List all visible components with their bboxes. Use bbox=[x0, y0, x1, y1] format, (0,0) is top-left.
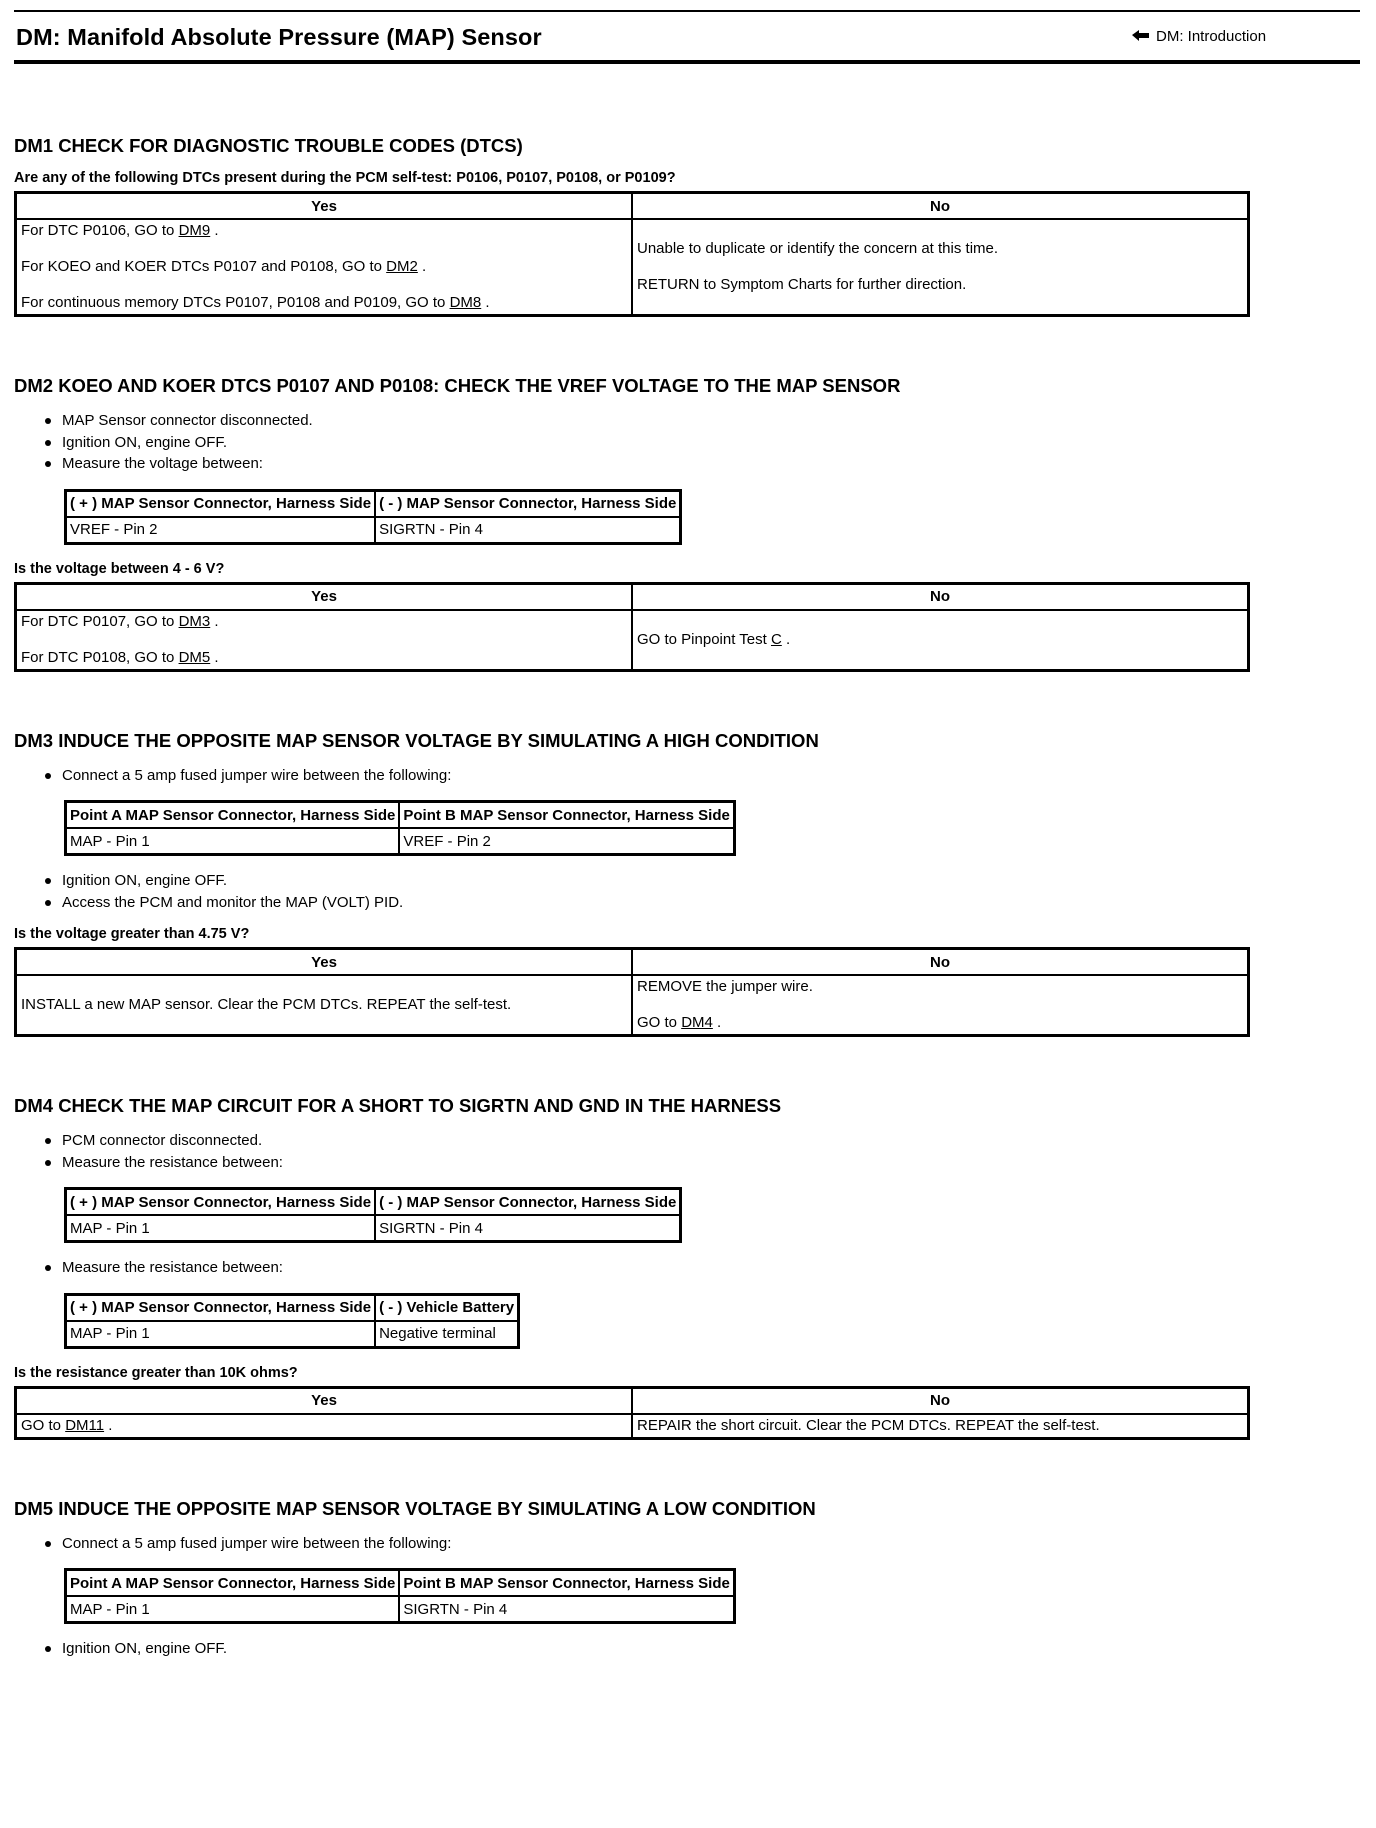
link-dm4[interactable]: DM4 bbox=[681, 1014, 713, 1031]
yes-line: For DTC P0108, GO to DM5 . bbox=[21, 648, 219, 666]
no-header: No bbox=[632, 583, 1249, 610]
meas-header: ( - ) Vehicle Battery bbox=[375, 1294, 519, 1321]
meas-header: ( + ) MAP Sensor Connector, Harness Side bbox=[66, 1189, 376, 1216]
question-dm2: Is the voltage between 4 - 6 V? bbox=[14, 560, 225, 577]
meas-header: ( - ) MAP Sensor Connector, Harness Side bbox=[375, 1189, 681, 1216]
back-arrow-icon bbox=[1132, 30, 1150, 44]
yes-no-table-dm1 bbox=[14, 191, 1250, 317]
measurement-table-dm4-a bbox=[64, 1187, 682, 1243]
steps-dm4-b bbox=[14, 1257, 1364, 1279]
meas-cell: MAP - Pin 1 bbox=[66, 828, 400, 855]
section-dm1 bbox=[14, 135, 1364, 317]
yes-cell bbox=[16, 975, 633, 1036]
steps-dm2 bbox=[14, 410, 1364, 475]
header-top-rule bbox=[14, 10, 1360, 12]
meas-header: Point B MAP Sensor Connector, Harness Side bbox=[399, 1570, 734, 1597]
step-item: Ignition ON, engine OFF. bbox=[62, 432, 1364, 454]
yes-header: Yes bbox=[16, 583, 633, 610]
steps-dm3-a bbox=[14, 765, 1364, 787]
step-item: Connect a 5 amp fused jumper wire between the following: bbox=[62, 765, 1364, 787]
yes-header: Yes bbox=[16, 949, 633, 976]
meas-cell: Negative terminal bbox=[375, 1321, 519, 1348]
section-dm4 bbox=[14, 1095, 1364, 1440]
yes-cell bbox=[16, 219, 633, 316]
nav-introduction-label[interactable]: DM: Introduction bbox=[1156, 28, 1267, 45]
yes-cell bbox=[16, 610, 633, 671]
meas-cell: MAP - Pin 1 bbox=[66, 1596, 400, 1623]
step-item: Measure the resistance between: bbox=[62, 1257, 1364, 1279]
step-item: MAP Sensor connector disconnected. bbox=[62, 410, 1364, 432]
no-cell bbox=[632, 1414, 1249, 1439]
section-heading-dm4: DM4 CHECK THE MAP CIRCUIT FOR A SHORT TO SIGRTN AND GND IN THE HARNESS bbox=[14, 1095, 782, 1116]
no-line: Unable to duplicate or identify the concern at this time. bbox=[637, 240, 999, 257]
measurement-table-dm4-b bbox=[64, 1293, 520, 1349]
content bbox=[14, 64, 1364, 1660]
question-dm1: Are any of the following DTCs present during the PCM self-test: P0106, P0107, P0108, or P0109? bbox=[14, 170, 676, 186]
steps-dm5-b bbox=[14, 1638, 1364, 1660]
meas-cell: SIGRTN - Pin 4 bbox=[399, 1596, 734, 1623]
page-title: DM: Manifold Absolute Pressure (MAP) Sensor bbox=[16, 24, 542, 50]
yes-line: INSTALL a new MAP sensor. Clear the PCM DTCs. REPEAT the self-test. bbox=[21, 996, 512, 1013]
yes-line: For DTC P0106, GO to DM9 . bbox=[21, 222, 219, 239]
nav-introduction-link[interactable] bbox=[1132, 28, 1266, 45]
no-header: No bbox=[632, 949, 1249, 976]
section-heading-dm5: DM5 INDUCE THE OPPOSITE MAP SENSOR VOLTAGE BY SIMULATING A LOW CONDITION bbox=[14, 1497, 816, 1519]
section-heading-dm2: DM2 KOEO AND KOER DTCS P0107 AND P0108: CHECK THE VREF VOLTAGE TO THE MAP SENSOR bbox=[14, 375, 901, 396]
no-header: No bbox=[632, 193, 1249, 220]
no-cell bbox=[632, 610, 1249, 671]
yes-no-table-dm2 bbox=[14, 582, 1250, 672]
meas-header: Point A MAP Sensor Connector, Harness Side bbox=[66, 1570, 400, 1597]
measurement-table-dm5 bbox=[64, 1568, 736, 1624]
meas-header: Point A MAP Sensor Connector, Harness Side bbox=[66, 802, 400, 829]
step-item: Measure the voltage between: bbox=[62, 453, 1364, 475]
link-dm5[interactable]: DM5 bbox=[178, 648, 211, 666]
question-dm4: Is the resistance greater than 10K ohms? bbox=[14, 1364, 298, 1381]
measurement-table-dm2 bbox=[64, 489, 682, 545]
meas-header: ( + ) MAP Sensor Connector, Harness Side bbox=[66, 490, 376, 517]
link-dm11[interactable]: DM11 bbox=[65, 1416, 105, 1434]
section-dm3 bbox=[14, 730, 1364, 1038]
meas-cell: MAP - Pin 1 bbox=[66, 1321, 376, 1348]
yes-cell bbox=[16, 1414, 633, 1439]
yes-line: For continuous memory DTCs P0107, P0108 and P0109, GO to DM8 . bbox=[21, 294, 490, 311]
yes-header: Yes bbox=[16, 193, 633, 220]
meas-header: Point B MAP Sensor Connector, Harness Side bbox=[399, 802, 734, 829]
steps-dm4-a bbox=[14, 1130, 1364, 1173]
meas-cell: VREF - Pin 2 bbox=[399, 828, 734, 855]
steps-dm3-b bbox=[14, 870, 1364, 913]
no-line: REPAIR the short circuit. Clear the PCM DTCs. REPEAT the self-test. bbox=[637, 1416, 1100, 1434]
link-dm9[interactable]: DM9 bbox=[178, 222, 211, 239]
meas-cell: MAP - Pin 1 bbox=[66, 1215, 376, 1242]
meas-cell: SIGRTN - Pin 4 bbox=[375, 1215, 681, 1242]
section-heading-dm1: DM1 CHECK FOR DIAGNOSTIC TROUBLE CODES (DTCS) bbox=[14, 135, 523, 156]
no-line: GO to Pinpoint Test C . bbox=[637, 630, 791, 648]
no-header: No bbox=[632, 1387, 1249, 1414]
no-line: RETURN to Symptom Charts for further direction. bbox=[637, 276, 967, 293]
section-heading-dm3: DM3 INDUCE THE OPPOSITE MAP SENSOR VOLTAGE BY SIMULATING A HIGH CONDITION bbox=[14, 729, 819, 751]
measurement-table-dm3 bbox=[64, 800, 736, 856]
step-item: Ignition ON, engine OFF. bbox=[62, 1638, 1364, 1660]
meas-header: ( + ) MAP Sensor Connector, Harness Side bbox=[66, 1294, 376, 1321]
yes-line: For DTC P0107, GO to DM3 . bbox=[21, 612, 219, 630]
meas-cell: SIGRTN - Pin 4 bbox=[375, 517, 681, 544]
section-dm2 bbox=[14, 375, 1364, 672]
section-dm5 bbox=[14, 1498, 1364, 1660]
step-item: Connect a 5 amp fused jumper wire between the following: bbox=[62, 1533, 1364, 1555]
yes-no-table-dm3 bbox=[14, 947, 1250, 1037]
step-item: Access the PCM and monitor the MAP (VOLT) PID. bbox=[62, 892, 1364, 914]
meas-cell: VREF - Pin 2 bbox=[66, 517, 376, 544]
no-line: REMOVE the jumper wire. bbox=[637, 978, 813, 995]
yes-no-table-dm4 bbox=[14, 1386, 1250, 1440]
link-dm2[interactable]: DM2 bbox=[386, 258, 418, 275]
link-pinpoint-c[interactable]: C bbox=[770, 630, 782, 648]
yes-line: GO to DM11 . bbox=[21, 1416, 113, 1434]
step-item: Ignition ON, engine OFF. bbox=[62, 870, 1364, 892]
link-dm3[interactable]: DM3 bbox=[178, 612, 211, 630]
question-dm3: Is the voltage greater than 4.75 V? bbox=[14, 926, 250, 942]
no-cell bbox=[632, 219, 1249, 316]
steps-dm5-a bbox=[14, 1533, 1364, 1555]
yes-header: Yes bbox=[16, 1387, 633, 1414]
no-line: GO to DM4 . bbox=[637, 1014, 722, 1031]
step-item: Measure the resistance between: bbox=[62, 1152, 1364, 1174]
no-cell bbox=[632, 975, 1249, 1036]
meas-header: ( - ) MAP Sensor Connector, Harness Side bbox=[375, 490, 681, 517]
step-item: PCM connector disconnected. bbox=[62, 1130, 1364, 1152]
yes-line: For KOEO and KOER DTCs P0107 and P0108, GO to DM2 . bbox=[21, 258, 427, 275]
link-dm8[interactable]: DM8 bbox=[449, 294, 482, 311]
